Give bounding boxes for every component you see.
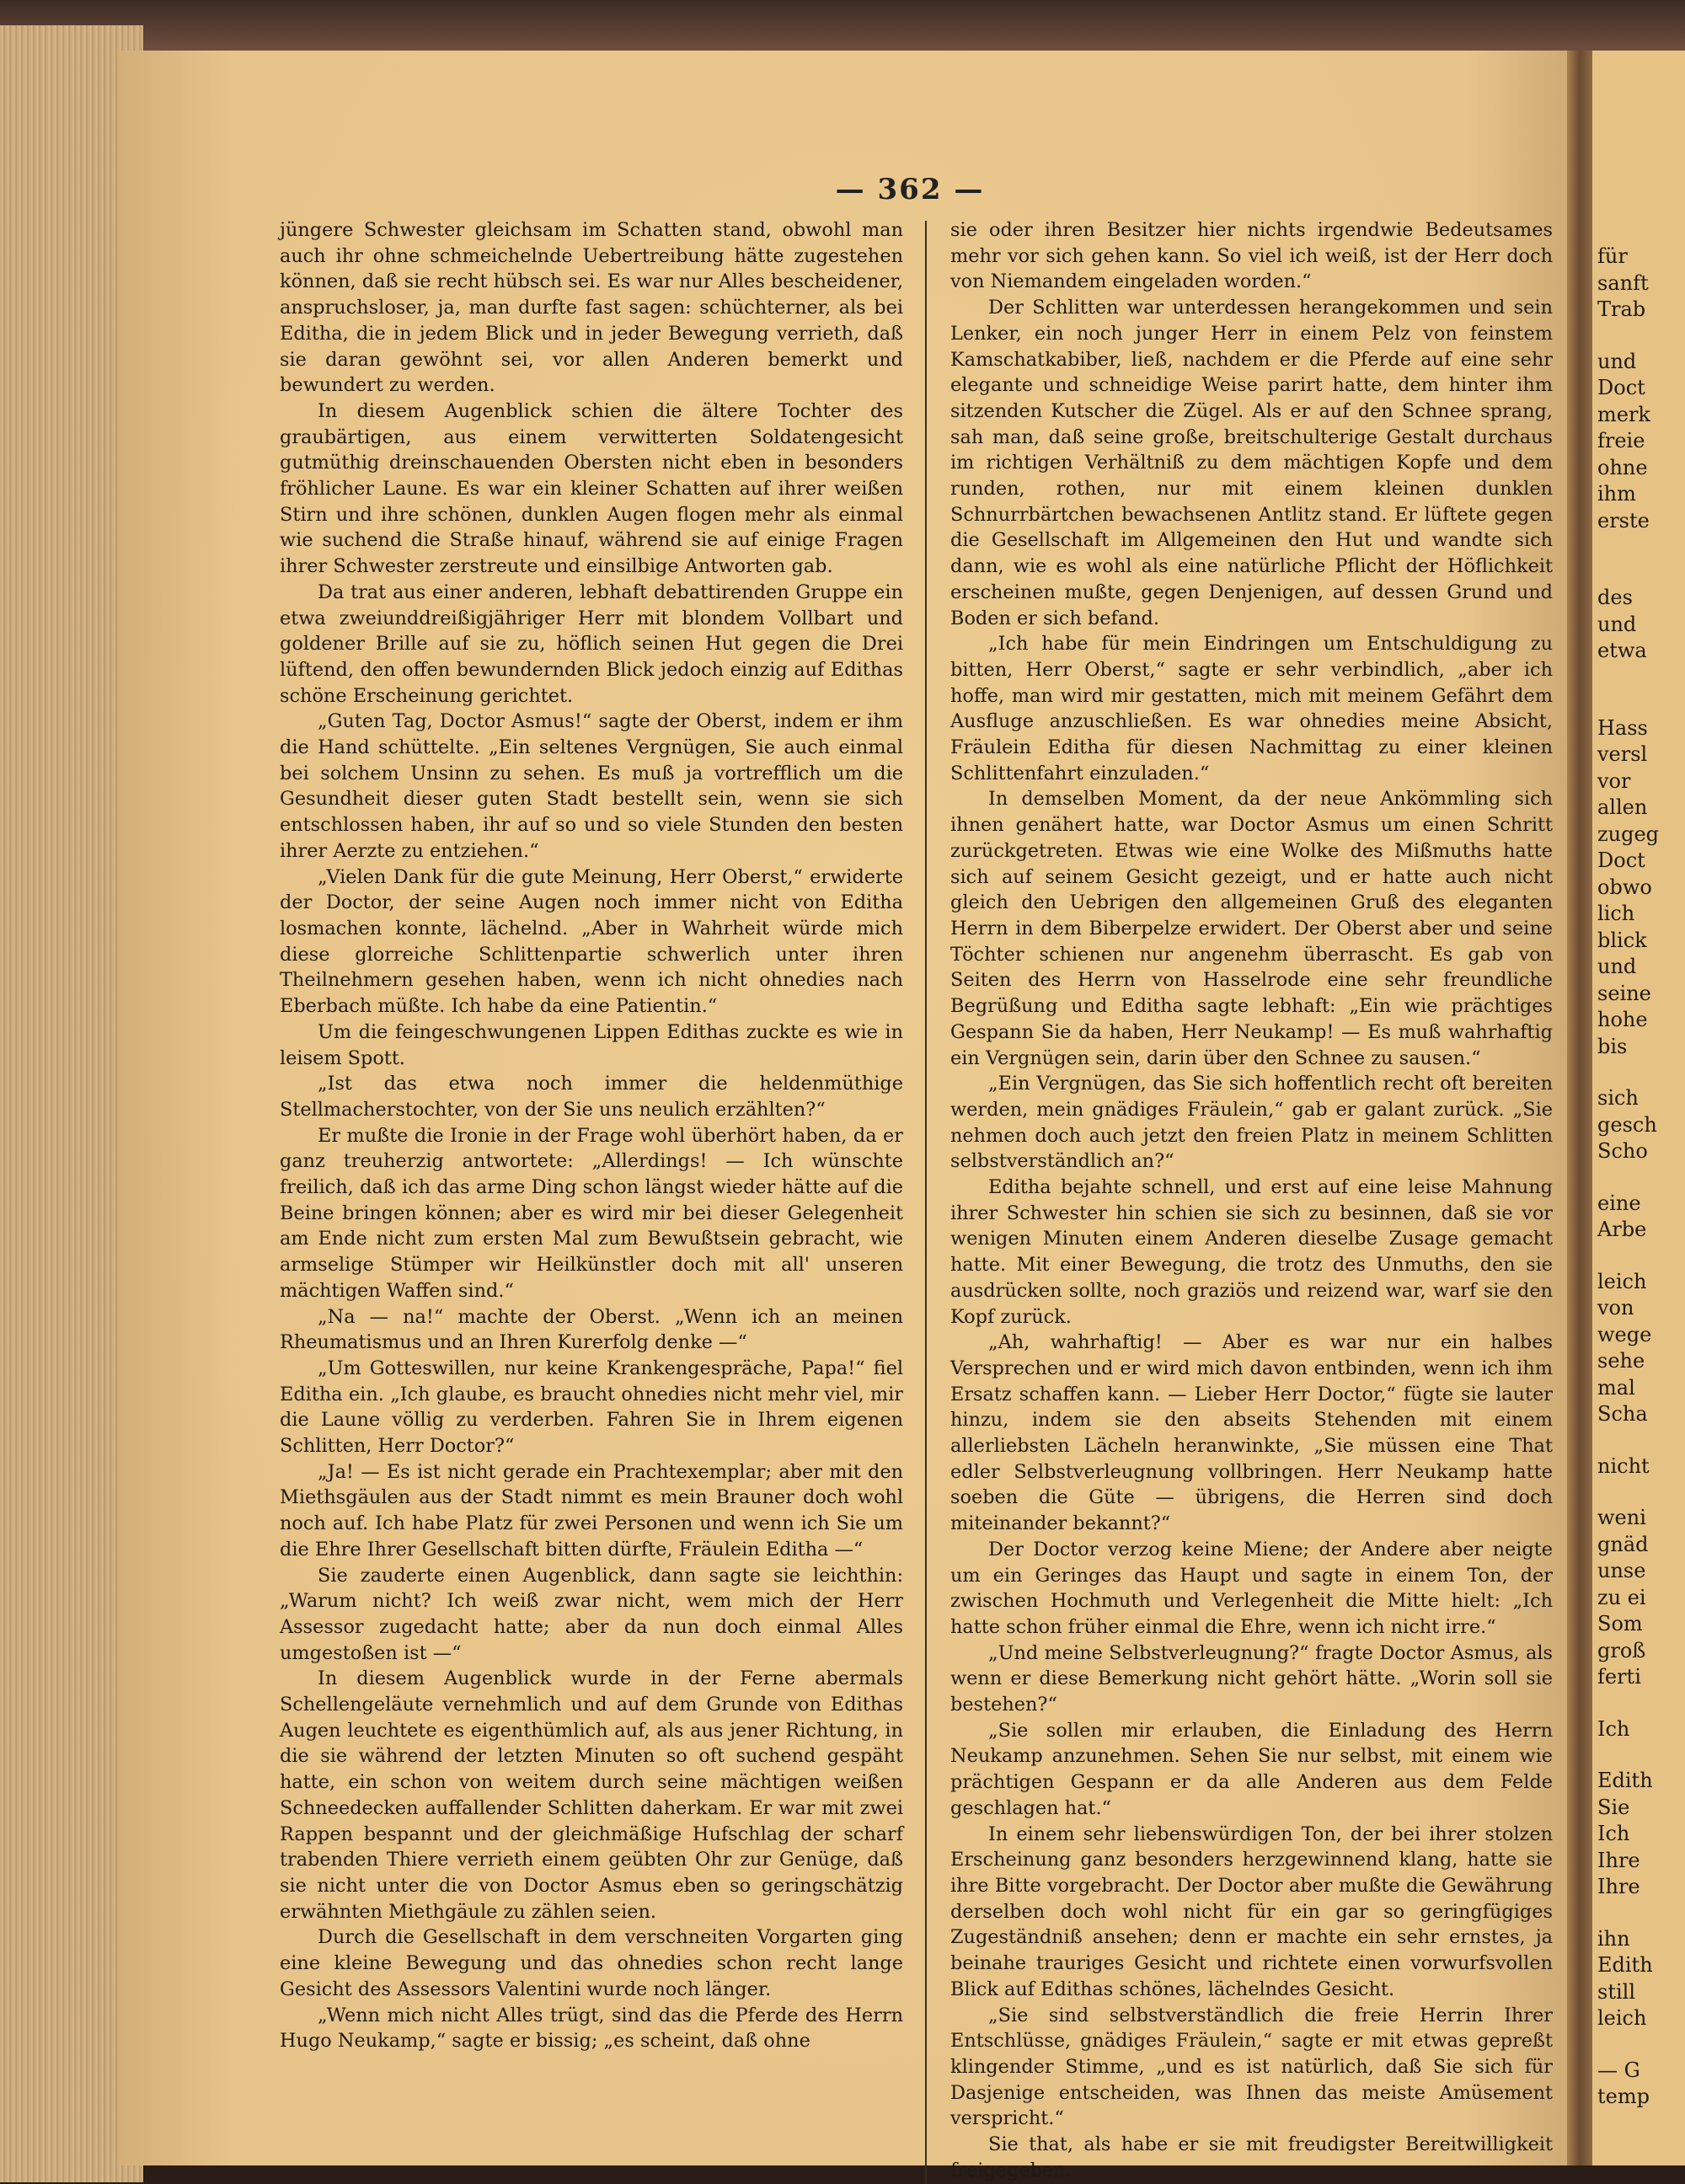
- facing-page-word: seine: [1597, 981, 1651, 1005]
- paragraph: In diesem Augenblick schien die ältere Tochter des graubärtigen, aus einem verwitterten Soldatengesicht gutmüthig dreinschauenden Obersten nicht eben in besonders fröhlicher Laune. Es war ein kleiner Schatten auf ihrer weißen Stirn und ihre schönen, dunklen Augen flogen mehr als einmal wie suchend die Straße hinauf, während sie auf einige Fragen ihrer Schwester zerstreute und einsilbige Antworten gab.: [280, 399, 903, 578]
- facing-page-word: Doct: [1597, 376, 1645, 399]
- facing-page-word: allen: [1597, 795, 1648, 819]
- facing-page-word: Hass: [1597, 715, 1648, 740]
- paragraph: jüngere Schwester gleichsam im Schatten stand, obwohl man auch ihr ohne schmeichelnde Uebertreibung hätte zugestehen können, daß sie recht hübsch sei. Es war nur Alles bescheidener, anspruchsloser, ja, man durfte fast sagen: schüchterner, als bei Editha, die in jedem Blick und in jeder Bewegung verrieth, daß sie daran gewöhnt sei, vor allen Anderen bemerkt und bewundert zu werden.: [280, 219, 903, 397]
- facing-page-word: still: [1597, 1979, 1635, 2004]
- facing-page-word: weni: [1597, 1506, 1646, 1529]
- paragraph: In einem sehr liebenswürdigen Ton, der bei ihrer stolzen Erscheinung ganz besonders herzgewinnend klang, hatte sie ihre Bitte vorgebracht. Der Doctor aber mußte die Gewährung derselben doch wohl nicht für ein gar so geringfügiges Zugeständniß ansehen; denn er machte ein sehr ernstes, ja beinahe trauriges Gesicht und richtete einen vorwurfsvollen Blick auf Edithas schönes, lächelndes Gesicht.: [950, 1823, 1553, 2000]
- facing-page-word: sanft: [1597, 270, 1649, 295]
- facing-page-word: obwo: [1597, 875, 1652, 899]
- paragraph: „Vielen Dank für die gute Meinung, Herr Oberst,“ erwiderte der Doctor, der seine Augen noch immer nicht von Editha losmachen konnte, lächelnd. „Aber in Wahrheit würde mich diese glorreiche Schlittenpartie schwerlich unter ihren Theilnehmern gesehen haben, wenn ich nicht ohnedies nach Eberbach müßte. Ich habe da eine Patientin.“: [280, 865, 903, 1018]
- facing-page-word: mal: [1597, 1375, 1635, 1400]
- facing-page-word: gesch: [1597, 1112, 1657, 1137]
- facing-page-word: Scha: [1597, 1402, 1648, 1426]
- facing-page-word: lich: [1597, 902, 1635, 925]
- facing-page-word: zugeg: [1597, 822, 1660, 846]
- paragraph: Durch die Gesellschaft in dem verschneiten Vorgarten ging eine kleine Bewegung und das ohnedies schon recht lange Gesicht des Assessors Valentini wurde noch länger.: [280, 1926, 903, 2000]
- facing-page-word: groß: [1597, 1638, 1646, 1662]
- facing-page-word: nicht: [1597, 1453, 1650, 1478]
- facing-page-word: Doct: [1597, 848, 1645, 872]
- paragraph: „Ja! — Es ist nicht gerade ein Prachtexemplar; aber mit den Miethsgäulen aus der Stadt nimmt es mein Brauner doch wohl noch auf. Ich habe Platz für zwei Personen und wenn ich Sie um die Ehre Ihrer Gesellschaft bitten dürfte, Fräulein Editha —“: [280, 1460, 903, 1560]
- facing-page-word: versl: [1597, 742, 1648, 766]
- facing-page-word: ohne: [1597, 455, 1648, 479]
- facing-page-word: Sie: [1597, 1795, 1630, 1819]
- paragraph: Da trat aus einer anderen, lebhaft debattirenden Gruppe ein etwa zweiunddreißigjähriger Herr mit blondem Vollbart und goldener Brille auf sie zu, höflich seinen Hut gegen die Drei lüftend, den offen bewundernden Blick jedoch einzig auf Edithas schöne Erscheinung gerichtet.: [280, 581, 903, 707]
- facing-page-word: ferti: [1597, 1665, 1641, 1689]
- paragraph: „Sie sollen mir erlauben, die Einladung des Herrn Neukamp anzunehmen. Sehen Sie nur selbst, mit einem wie prächtigen Gespann er da alle Anderen aus dem Felde geschlagen hat.“: [950, 1719, 1553, 1819]
- paragraph: „Sie sind selbstverständlich die freie Herrin Ihrer Entschlüsse, gnädiges Fräulein,“ sagte er mit etwas gepreßt klingender Stimme, „und es ist natürlich, daß Sie sich für Dasjenige entscheiden, was Ihnen das meiste Amüsement verspricht.“: [950, 2004, 1553, 2130]
- facing-page-word: vor: [1597, 768, 1631, 793]
- facing-page-word: — G: [1597, 2058, 1640, 2082]
- paragraph: In demselben Moment, da der neue Ankömmling sich ihnen genähert hatte, war Doctor Asmus um einen Schritt zurückgetreten. Etwas wie eine Wolke des Mißmuths hatte sich auf seinem Gesicht gezeigt, und er hatte auch nicht gleich den Uebrigen den allgemeinen Gruß des eleganten Herrn in dem Biberpelze erwidert. Der Oberst aber und seine Töchter schienen nur angenehm überrascht. Es gab von Seiten des Herrn von Hasselrode eine sehr freundliche Begrüßung und Editha sagte lebhaft: „Ein wie prächtiges Gespann Sie da haben, Herr Neukamp! — Es muß wahrhaftig ein Vergnügen sein, darin über den Schnee zu sausen.“: [950, 788, 1553, 1069]
- facing-page-word: des: [1597, 586, 1633, 609]
- facing-page-word: für: [1597, 244, 1628, 268]
- facing-page-word: leich: [1597, 1269, 1647, 1293]
- paragraph: „Na — na!“ machte der Oberst. „Wenn ich an meinen Rheumatismus und an Ihren Kurerfolg denke —“: [280, 1305, 903, 1354]
- facing-page-fragment: [1592, 51, 1685, 2165]
- facing-page-word: Ihre: [1597, 1875, 1640, 1898]
- text-column-left: [280, 217, 903, 2054]
- facing-page-word: zu ei: [1597, 1585, 1646, 1609]
- page-number: — 362 —: [835, 173, 985, 206]
- paragraph: Der Doctor verzog keine Miene; der Andere aber neigte um ein Geringes das Haupt und sagte in einem Ton, der zwischen Hochmuth und Verlegenheit die Mitte hielt: „Ich hatte schon früher einmal die Ehre, wenn ich nicht irre.“: [950, 1538, 1553, 1638]
- paragraph: Um die feingeschwungenen Lippen Edithas zuckte es wie in leisem Spott.: [280, 1020, 903, 1069]
- facing-page-word: Scho: [1597, 1139, 1648, 1163]
- facing-page-word: und: [1597, 612, 1637, 636]
- paragraph: Sie that, als habe er sie mit freudigster Bereitwilligkeit freigegeben.: [950, 2133, 1553, 2181]
- paragraph: „Ein Vergnügen, das Sie sich hoffentlich recht oft bereiten werden, mein gnädiges Fräulein,“ gab er galant zurück. „Sie nehmen doch auch jetzt den freien Platz in meinem Schlitten selbstverständlich an?“: [950, 1073, 1553, 1173]
- facing-page-word: freie: [1597, 429, 1645, 452]
- facing-page-word: blick: [1597, 928, 1647, 952]
- facing-page-word: ihn: [1597, 1926, 1630, 1951]
- facing-page-word: erste: [1597, 508, 1650, 533]
- facing-page-word: Arbe: [1597, 1218, 1647, 1241]
- book-gutter: [1567, 51, 1592, 2165]
- paragraph: „Und meine Selbstverleugnung?“ fragte Doctor Asmus, als wenn er diese Bemerkung nicht gehört hätte. „Worin soll sie bestehen?“: [950, 1641, 1553, 1716]
- paragraph: „Um Gotteswillen, nur keine Krankengespräche, Papa!“ fiel Editha ein. „Ich glaube, es braucht ohnedies nicht mehr viel, mir die Laune völlig zu verderben. Fahren Sie in Ihrem eigenen Schlitten, Herr Doctor?“: [280, 1357, 903, 1458]
- facing-page-word: Edith: [1597, 1953, 1653, 1977]
- facing-page-word: Som: [1597, 1612, 1643, 1635]
- facing-page-word: sich: [1597, 1086, 1639, 1110]
- facing-page-word: sehe: [1597, 1349, 1645, 1373]
- paragraph: sie oder ihren Besitzer hier nichts irgendwie Bedeutsames mehr vor sich gehen kann. So viel ich weiß, ist der Herr doch von Niemandem eingeladen worden.“: [950, 219, 1553, 293]
- facing-page-word: und: [1597, 955, 1637, 978]
- facing-page-word: Ich: [1597, 1716, 1630, 1741]
- facing-page-word: gnäd: [1597, 1532, 1649, 1556]
- facing-page-word: von: [1597, 1296, 1634, 1320]
- paragraph: „Ist das etwa noch immer die heldenmüthige Stellmacherstochter, von der Sie uns neulich erzählten?“: [280, 1073, 903, 1121]
- facing-page-word: hohe: [1597, 1008, 1648, 1031]
- facing-page-word: Trab: [1597, 297, 1646, 321]
- paragraph: „Wenn mich nicht Alles trügt, sind das die Pferde des Herrn Hugo Neukamp,“ sagte er bissig; „es scheint, daß ohne: [280, 2004, 903, 2053]
- column-divider: [925, 221, 927, 2184]
- text-column-right: [950, 217, 1553, 2183]
- paragraph: Editha bejahte schnell, und erst auf eine leise Mahnung ihrer Schwester hin schien sie sich zu besinnen, daß sie vor wenigen Minuten einem Anderen dieselbe Zusage gemacht hatte. Mit einer Bewegung, die trotz des Unmuths, den sie ausdrücken sollte, noch graziös und reizend war, warf sie den Kopf zurück.: [950, 1176, 1553, 1328]
- facing-page-word: und: [1597, 349, 1637, 373]
- facing-page-word: Ich: [1597, 1822, 1630, 1845]
- facing-page-word: etwa: [1597, 639, 1647, 662]
- facing-page-word: Ihre: [1597, 1848, 1640, 1872]
- book-spine-edge: [0, 0, 1685, 51]
- facing-page-word: wege: [1597, 1322, 1652, 1346]
- paragraph: Sie zauderte einen Augenblick, dann sagte sie leichthin: „Warum nicht? Ich weiß zwar nicht, wem mich der Herr Assessor zugedacht hatte; aber da nun doch einmal Alles umgestoßen ist —“: [280, 1564, 903, 1664]
- paragraph: Der Schlitten war unterdessen herangekommen und sein Lenker, ein noch junger Herr in einem Pelz von feinstem Kamschatkabiber, ließ, nachdem er die Pferde auf eine sehr elegante und schneidige Weise parirt hatte, dem hinter ihm sitzenden Kutscher die Zügel. Als er auf den Schnee sprang, sah man, daß seine große, breitschulterige Gestalt durchaus im richtigen Verhältniß zu dem mächtigen Kopfe und dem runden, rothen, nur mit einem kleinen dunklen Schnurrbärtchen bewachsenen Antlitz stand. Er lüftete gegen die Gesellschaft im Allgemeinen den Hut und wandte sich dann, wie es wohl als eine natürliche Pflicht der Höflichkeit erscheinen mußte, gegen Denjenigen, auf dessen Grund und Boden er sich befand.: [950, 297, 1553, 629]
- paragraph: In diesem Augenblick wurde in der Ferne abermals Schellengeläute vernehmlich und auf dem Grunde von Edithas Augen leuchtete es eigenthümlich auf, als aus jener Richtung, in die sie während der letzten Minuten so oft suchend gespäht hatte, ein schon von weitem durch seine mächtigen weißen Schneedecken auffallender Schlitten daherkam. Er war mit zwei Rappen bespannt und der gleichmäßige Hufschlag der scharf trabenden Thiere verrieth einem geübten Ohr zur Genüge, daß sie nicht unter die von Doctor Asmus eben so geringschätzig erwähnten Miethgäule zu zählen seien.: [280, 1667, 903, 1923]
- facing-page-word: eine: [1597, 1191, 1641, 1215]
- paragraph: „Guten Tag, Doctor Asmus!“ sagte der Oberst, indem er ihm die Hand schüttelte. „Ein seltenes Vergnügen, Sie auch einmal bei solchem Unsinn zu sehen. Es muß ja vortrefflich um die Gesundheit dieser guten Stadt bestellt sein, wenn sie sich entschlossen haben, ihr auf so und so viele Stunden den besten ihrer Aerzte zu entziehen.“: [280, 710, 903, 862]
- paragraph: „Ah, wahrhaftig! — Aber es war nur ein halbes Versprechen und er wird mich davon entbinden, wenn ich ihm Ersatz schaffen kann. — Lieber Herr Doctor,“ fügte sie lauter hinzu, indem sie den abseits Stehenden mit einem allerliebsten Lächeln heranwinkte, „Sie müssen eine That edler Selbstverleugnung vollbringen. Herr Neukamp hatte soeben die Güte — übrigens, die Herren sind doch miteinander bekannt?“: [950, 1331, 1553, 1535]
- facing-page-word: Edith: [1597, 1769, 1653, 1792]
- facing-page-word: bis: [1597, 1034, 1628, 1058]
- facing-page-word: ihm: [1597, 482, 1636, 506]
- facing-page-word: leich: [1597, 2006, 1647, 2030]
- facing-page-word: unse: [1597, 1559, 1646, 1582]
- facing-page-word: temp: [1597, 2085, 1650, 2108]
- paragraph: „Ich habe für mein Eindringen um Entschuldigung zu bitten, Herr Oberst,“ sagte er sehr verbindlich, „aber ich hoffe, man wird mir gestatten, mich mit meinem Gefährt dem Ausfluge anzuschließen. Es war ohnedies meine Absicht, Fräulein Editha für diesen Nachmittag zu einer kleinen Schlittenfahrt einzuladen.“: [950, 633, 1553, 784]
- paragraph: Er mußte die Ironie in der Frage wohl überhört haben, da er ganz treuherzig antwortete: „Allerdings! — Ich wünschte freilich, daß ich das arme Ding schon längst wieder hätte auf die Beine bringen können; aber es wird mir bei dieser Gelegenheit am Ende nicht zum ersten Mal zum Bewußtsein gebracht, wie armselige Stümper wir Heilkünstler doch mit all' unseren mächtigen Waffen sind.“: [280, 1124, 903, 1302]
- facing-page-word: merk: [1597, 402, 1650, 426]
